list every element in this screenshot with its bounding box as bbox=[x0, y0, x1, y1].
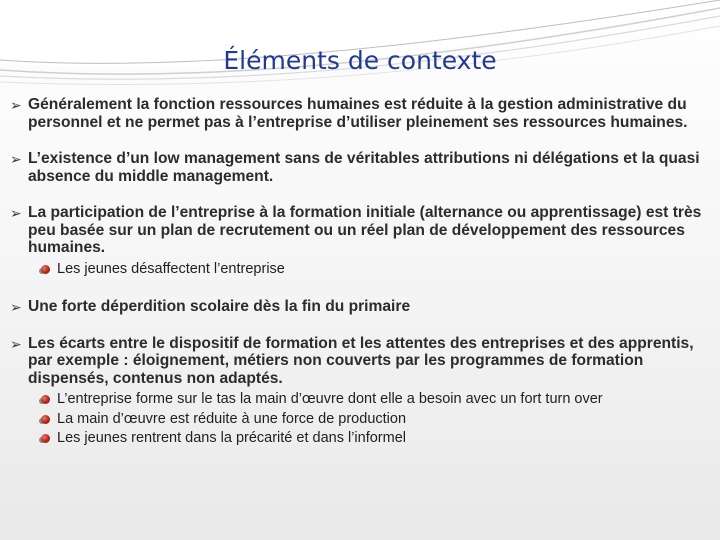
sub-list bbox=[28, 390, 716, 449]
sub-item-text: Les jeunes rentrent dans la précarité et dans l’informel bbox=[57, 430, 406, 446]
bullet-text: Les écarts entre le dispositif de formation et les attentes des entreprises et des apprentis, par exemple : éloignement, métiers non couverts par les programmes de formation dispensés, contenus non adaptés. bbox=[28, 334, 694, 387]
bullet-item bbox=[10, 335, 716, 449]
sub-item bbox=[28, 429, 716, 449]
red-dot-icon bbox=[41, 395, 50, 404]
bullet-list bbox=[10, 96, 716, 468]
sub-item-text: L’entreprise forme sur le tas la main d’œuvre dont elle a besoin avec un fort turn over bbox=[57, 391, 603, 407]
arrow-icon: ➢ bbox=[10, 97, 22, 113]
red-dot-icon bbox=[41, 265, 50, 274]
header-swoosh-decoration bbox=[0, 0, 720, 90]
bullet-item bbox=[10, 204, 716, 279]
bullet-text: Une forte déperdition scolaire dès la fin du primaire bbox=[28, 298, 411, 315]
sub-item-text: La main d’œuvre est réduite à une force de production bbox=[57, 410, 407, 427]
bullet-text: L’existence d’un low management sans de véritables attributions ni délégations et la quasi absence du middle management. bbox=[28, 150, 700, 185]
bullet-item bbox=[10, 150, 716, 185]
sub-item bbox=[28, 390, 716, 410]
sub-list bbox=[28, 260, 716, 280]
slide-title: Éléments de contexte bbox=[223, 46, 497, 75]
arrow-icon: ➢ bbox=[10, 299, 22, 315]
bullet-text: La participation de l’entreprise à la formation initiale (alternance ou apprentissage) est très peu basée sur un plan de recrutement ou un réel plan de développement des ressources humaines. bbox=[28, 204, 702, 256]
red-dot-icon bbox=[41, 415, 50, 424]
sub-item-text: Les jeunes désaffectent l’entreprise bbox=[57, 260, 285, 277]
bullet-text: Généralement la fonction ressources humaines est réduite à la gestion administrative du personnel et ne permet pas à l’entreprise d’utiliser pleinement ses ressources humaines. bbox=[28, 96, 688, 131]
red-dot-icon bbox=[41, 434, 50, 443]
arrow-icon: ➢ bbox=[10, 151, 22, 167]
sub-item bbox=[28, 410, 716, 430]
bullet-item bbox=[10, 298, 716, 316]
arrow-icon: ➢ bbox=[10, 205, 22, 221]
arrow-icon: ➢ bbox=[10, 335, 22, 352]
sub-item bbox=[28, 260, 716, 280]
bullet-item bbox=[10, 96, 716, 131]
